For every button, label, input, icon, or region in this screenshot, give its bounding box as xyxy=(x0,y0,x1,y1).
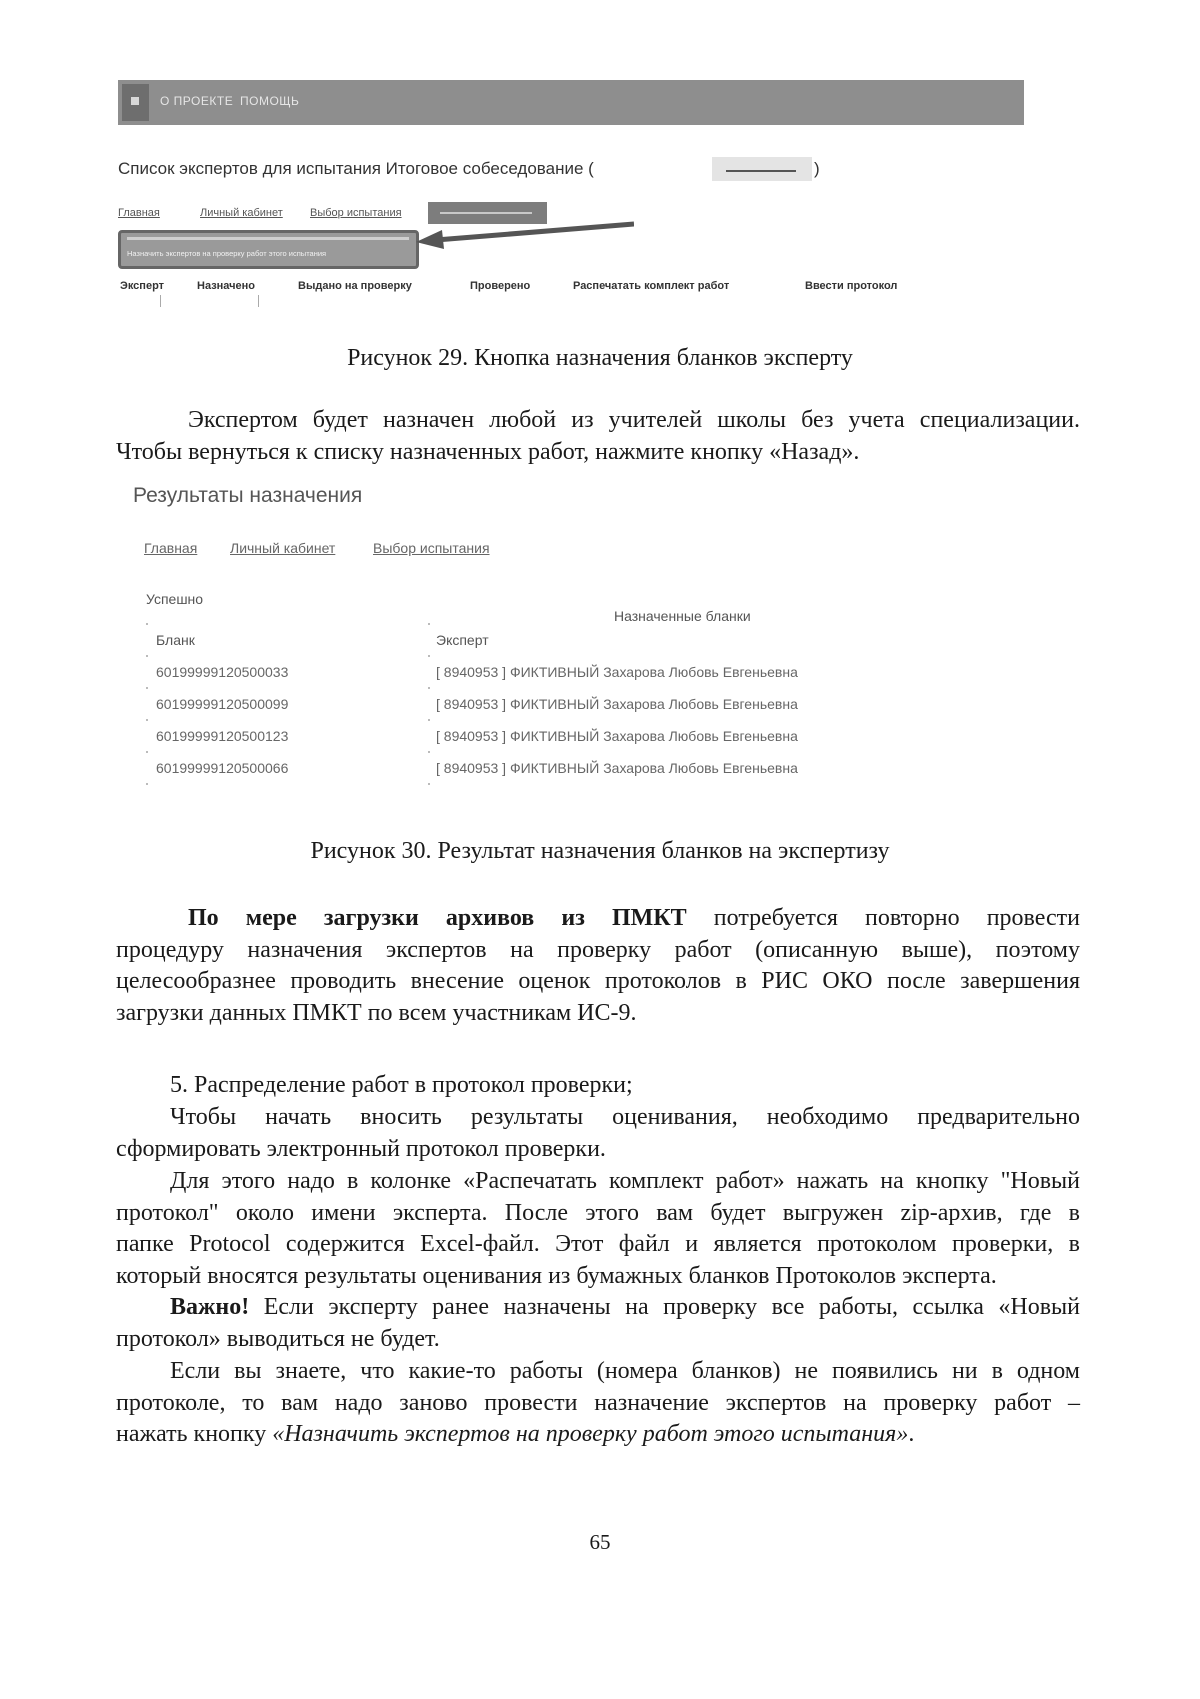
nav-help[interactable]: ПОМОЩЬ xyxy=(240,94,300,108)
para6-line2: протоколе, то вам надо заново провести назначение экспертов на проверку работ – xyxy=(116,1389,1080,1416)
table-cell-expert: [ 8940953 ] ФИКТИВНЫЙ Захарова Любовь Евгеньевна xyxy=(436,664,798,680)
breadcrumb-test-choice[interactable]: Выбор испытания xyxy=(310,207,402,219)
table-caption: Назначенные бланки xyxy=(614,608,751,624)
para2-bold: По мере загрузки архивов из ПМКТ xyxy=(188,905,687,931)
para4-line2: протокол" около имени эксперта. После этого вам будет выгружен zip-архив, где в xyxy=(116,1199,1080,1226)
assign-experts-label: Назначить экспертов на проверку работ этого испытания xyxy=(127,249,327,258)
breadcrumb-test-choice[interactable]: Выбор испытания xyxy=(373,540,490,556)
paragraph-missing-works xyxy=(116,1356,1080,1451)
para6-line3-post: . xyxy=(908,1421,915,1447)
para2-line4: загрузки данных ПМКТ по всем участникам ИС-9. xyxy=(116,999,637,1026)
para2-line1 xyxy=(116,903,1080,935)
redacted-line xyxy=(726,170,796,172)
redacted-area xyxy=(712,157,812,181)
para5-line2: протокол» выводиться не будет. xyxy=(116,1325,440,1352)
home-icon xyxy=(131,97,139,105)
para5-line1-rest: Если эксперту ранее назначены на проверку все работы, ссылка «Новый xyxy=(249,1294,1080,1320)
section-5-heading xyxy=(116,1070,1080,1102)
figure-30-caption: Рисунок 30. Результат назначения бланков на экспертизу xyxy=(310,838,890,864)
table-cell-expert: [ 8940953 ] ФИКТИВНЫЙ Захарова Любовь Евгеньевна xyxy=(436,696,798,712)
table-cell-blank: 60199999120500099 xyxy=(156,696,289,712)
paragraph-start-entering xyxy=(116,1102,1080,1165)
table-cell-blank: 60199999120500066 xyxy=(156,760,289,776)
pointer-arrow-icon xyxy=(414,220,634,250)
para3-line2: сформировать электронный протокол проверки. xyxy=(116,1135,606,1162)
para5-line1 xyxy=(116,1292,1080,1324)
figure-29-screenshot xyxy=(118,80,1024,310)
paragraph-pmkt-upload xyxy=(116,903,1080,1029)
paragraph-new-protocol xyxy=(116,1166,1080,1292)
paragraph-important xyxy=(116,1292,1080,1355)
col-print-set: Распечатать комплект работ xyxy=(573,280,730,292)
section-5-text: 5. Распределение работ в протокол проверки; xyxy=(170,1072,633,1098)
table-cell-expert: [ 8940953 ] ФИКТИВНЫЙ Захарова Любовь Евгеньевна xyxy=(436,760,798,776)
header-expert: Эксперт xyxy=(436,632,489,648)
header-blank: Бланк xyxy=(156,632,195,648)
para4-line3: папке Protocol содержится Excel-файл. Этот файл и является протоколом проверки, в xyxy=(116,1231,1080,1257)
top-navbar xyxy=(118,80,1024,125)
paragraph-expert-assignment xyxy=(116,405,1080,468)
para4-line4: который вносятся результаты оценивания из бумажных бланков Протоколов эксперта. xyxy=(116,1262,997,1289)
home-button[interactable] xyxy=(122,84,149,121)
page-number: 65 xyxy=(589,1530,611,1554)
para2-line1-rest: потребуется повторно провести xyxy=(686,905,1080,931)
para5-bold: Важно! xyxy=(170,1294,250,1320)
col-enter-protocol: Ввести протокол xyxy=(805,280,898,292)
para4-line1: Для этого надо в колонке «Распечатать комплект работ» нажать на кнопку "Новый xyxy=(170,1168,1080,1194)
para1-line2: Чтобы вернуться к списку назначенных работ, нажмите кнопку «Назад». xyxy=(116,438,860,465)
title-close-paren: ) xyxy=(814,159,820,178)
table-cell-expert: [ 8940953 ] ФИКТИВНЫЙ Захарова Любовь Евгеньевна xyxy=(436,728,798,744)
status-success: Успешно xyxy=(146,591,204,607)
table-cell-blank: 60199999120500123 xyxy=(156,728,289,744)
figure-30-screenshot xyxy=(130,478,890,808)
breadcrumb-home[interactable]: Главная xyxy=(118,207,160,219)
nav-about[interactable]: О ПРОЕКТЕ xyxy=(160,94,234,108)
breadcrumb-cabinet[interactable]: Личный кабинет xyxy=(200,207,283,219)
para2-line3: целесообразнее проводить внесение оценок протоколов в РИС ОКО после завершения xyxy=(116,968,1080,994)
col-issued: Выдано на проверку xyxy=(298,280,412,292)
para2-line2: процедуру назначения экспертов на проверку работ (описанную выше), поэтому xyxy=(116,936,1080,963)
para6-italic-button-name: «Назначить экспертов на проверку работ этого испытания» xyxy=(272,1421,909,1447)
para1-line1: Экспертом будет назначен любой из учителей школы без учета специализации. xyxy=(188,407,1080,433)
experts-list-title: Список экспертов для испытания Итоговое собеседование ( xyxy=(118,159,594,178)
para6-line3-pre: нажать кнопку xyxy=(116,1421,273,1447)
col-checked: Проверено xyxy=(470,280,531,292)
col-assigned: Назначено xyxy=(197,280,256,292)
para6-line1: Если вы знаете, что какие-то работы (номера бланков) не появились ни в одном xyxy=(170,1358,1080,1384)
para3-line1: Чтобы начать вносить результаты оценивания, необходимо предварительно xyxy=(170,1104,1080,1130)
breadcrumb-home[interactable]: Главная xyxy=(144,540,198,556)
figure-29-caption: Рисунок 29. Кнопка назначения бланков эксперту xyxy=(347,345,853,371)
col-expert: Эксперт xyxy=(120,280,165,292)
para6-line3 xyxy=(116,1419,1080,1451)
results-title: Результаты назначения xyxy=(133,484,363,507)
breadcrumb-cabinet[interactable]: Личный кабинет xyxy=(230,540,336,556)
table-cell-blank: 60199999120500033 xyxy=(156,664,289,680)
assign-experts-button[interactable] xyxy=(118,230,419,269)
